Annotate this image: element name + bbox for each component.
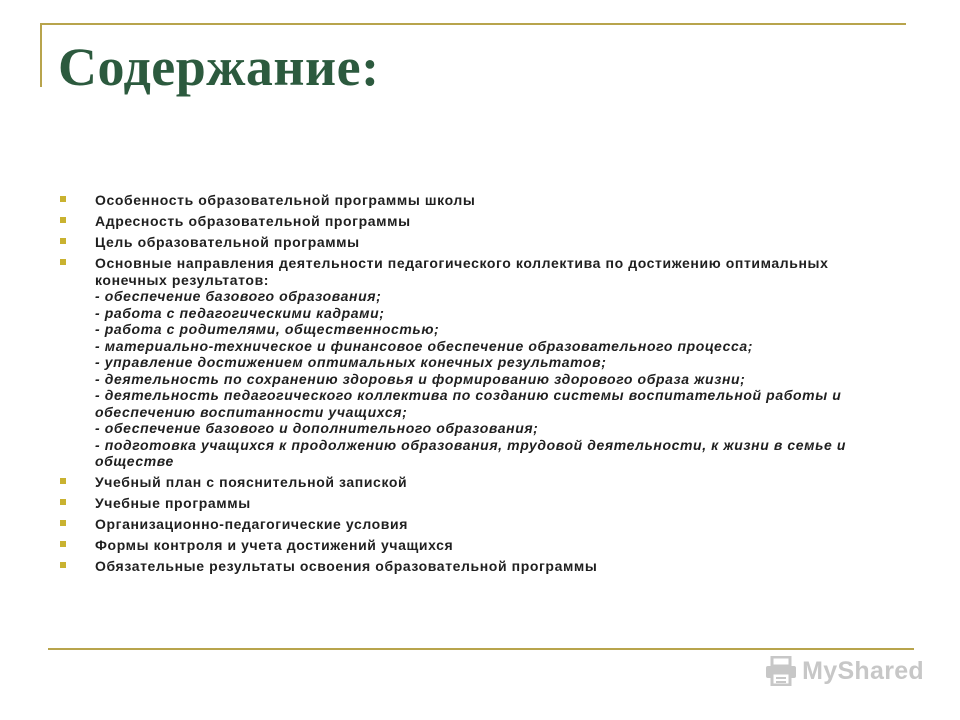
sub-list-item: - подготовка учащихся к продолжению образования, трудовой деятельности, к жизни в семье и обществе — [95, 436, 847, 469]
square-bullet-icon — [60, 499, 66, 505]
sub-list-item: - работа с педагогическими кадрами; — [95, 304, 385, 321]
square-bullet-icon — [60, 520, 66, 526]
list-item — [60, 537, 900, 554]
sub-list-item: - деятельность по сохранению здоровья и формированию здорового образа жизни; — [95, 370, 746, 387]
list-item-text: Учебный план с пояснительной запиской — [95, 474, 408, 490]
square-bullet-icon — [60, 478, 66, 484]
list-item-text: Учебные программы — [95, 495, 251, 511]
square-bullet-icon — [60, 259, 66, 265]
sub-list-item: - управление достижением оптимальных конечных результатов; — [95, 354, 607, 370]
sub-list — [95, 288, 900, 470]
sub-list-item: - деятельность педагогического коллектива по созданию системы воспитательной работы и обеспечению воспитанности учащихся; — [95, 387, 842, 420]
list-item-text: Обязательные результаты освоения образовательной программы — [95, 558, 598, 574]
list-item — [60, 558, 900, 575]
square-bullet-icon — [60, 196, 66, 202]
list-item-text: Адресность образовательной программы — [95, 213, 411, 229]
square-bullet-icon — [60, 541, 66, 547]
list-item-text: Особенность образовательной программы школы — [95, 192, 476, 208]
list-item — [60, 474, 900, 491]
list-item — [60, 213, 900, 230]
sub-list-item: - материально-техническое и финансовое обеспечение образовательного процесса; — [95, 337, 754, 354]
list-item — [60, 234, 900, 251]
sub-list-item: - обеспечение базового образования; — [95, 288, 382, 304]
sub-list-item: - обеспечение базового и дополнительного образования; — [95, 420, 539, 436]
list-item — [60, 255, 900, 470]
list-item — [60, 192, 900, 209]
list-item — [60, 495, 900, 512]
printer-logo-icon — [764, 656, 798, 686]
contents-list — [60, 192, 900, 579]
sub-list-item: - работа с родителями, общественностью; — [95, 321, 440, 337]
list-item-text: Цель образовательной программы — [95, 234, 360, 250]
bottom-rule — [48, 648, 914, 650]
list-item-text: Организационно-педагогические условия — [95, 516, 408, 532]
watermark-text: MyShared — [802, 656, 924, 685]
top-rule — [40, 23, 906, 25]
slide-title: Содержание: — [58, 37, 380, 97]
square-bullet-icon — [60, 562, 66, 568]
watermark-logo — [764, 656, 924, 686]
left-rule — [40, 23, 42, 87]
square-bullet-icon — [60, 217, 66, 223]
list-item-text: Основные направления деятельности педагогического коллектива по достижению оптимальных конечных результатов: — [95, 255, 829, 288]
list-item-text: Формы контроля и учета достижений учащихся — [95, 537, 454, 553]
square-bullet-icon — [60, 238, 66, 244]
list-item — [60, 516, 900, 533]
